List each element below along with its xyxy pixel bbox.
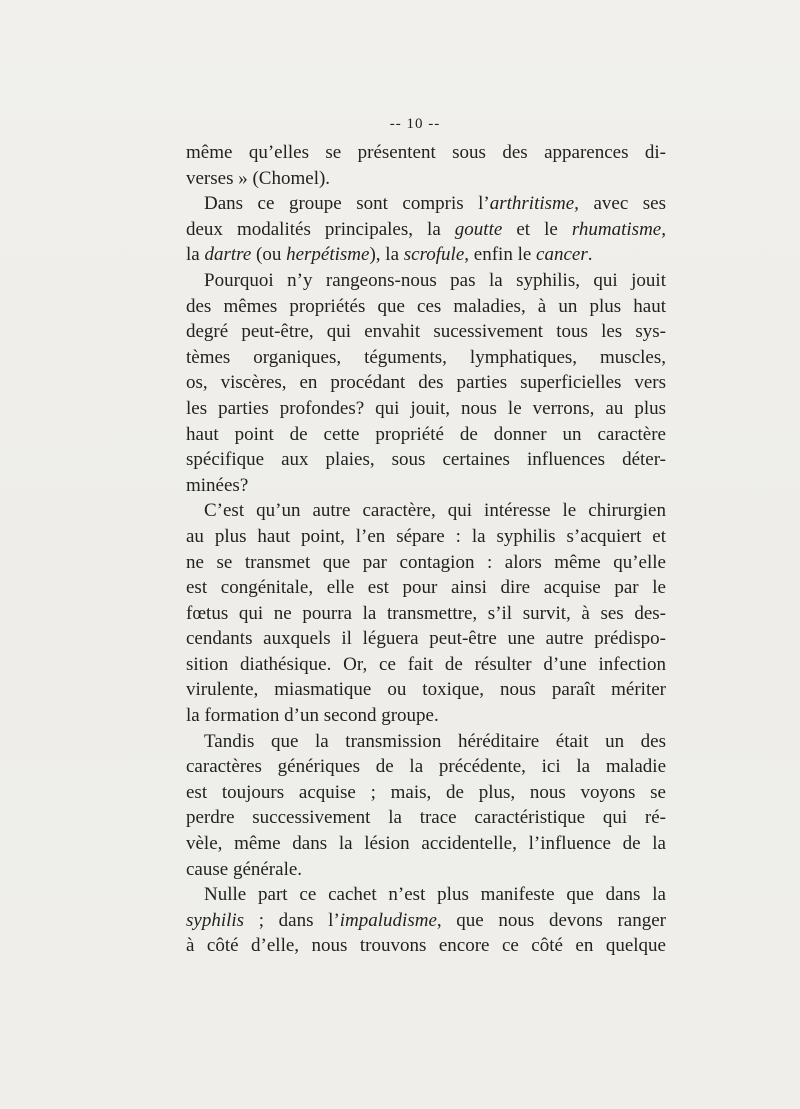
text-line [186, 626, 666, 652]
text-run: perdre successivement la trace caractéristique qui ré- [186, 807, 666, 829]
text-run: la formation d’un second groupe. [186, 705, 439, 727]
italic-term: rhumatisme, [571, 218, 666, 240]
text-run: avec ses [578, 193, 666, 215]
text-run: sition diathésique. Or, ce fait de résulter d’une infection [186, 653, 666, 675]
text-line [186, 857, 666, 883]
text-line [186, 729, 666, 755]
text-line [186, 933, 666, 959]
text-line [186, 268, 666, 294]
italic-term: herpétisme [286, 244, 370, 266]
text-line [186, 882, 666, 908]
text-run: est congénitale, elle est pour ainsi dire acquise par le [186, 577, 666, 599]
text-line [186, 447, 666, 473]
text-line [186, 652, 666, 678]
text-run: fœtus qui ne pourra la transmettre, s’il survit, à ses des- [186, 602, 666, 624]
text-run: est toujours acquise ; mais, de plus, nous voyons se [186, 781, 666, 803]
text-line [186, 140, 666, 166]
text-run: caractères génériques de la précédente, ici la maladie [186, 756, 666, 778]
text-line [186, 908, 666, 934]
italic-term: goutte [454, 218, 503, 240]
text-run: C’est qu’un autre caractère, qui intéresse le chirurgien [204, 500, 666, 522]
text-run: et le [502, 218, 572, 240]
text-line [186, 805, 666, 831]
text-run: tèmes organiques, téguments, lymphatiques, muscles, [186, 346, 666, 368]
page-number: -- 10 -- [389, 116, 441, 132]
text-line [186, 217, 666, 243]
text-line [186, 319, 666, 345]
text-run: les parties profondes? qui jouit, nous le verrons, au plus [186, 397, 666, 419]
text-run: . [587, 244, 593, 266]
text-line [186, 396, 666, 422]
text-line [186, 166, 666, 192]
text-run: degré peut-être, qui envahit sucessivement tous les sys- [186, 321, 666, 343]
text-run: ne se transmet que par contagion : alors même qu’elle [186, 551, 666, 573]
text-run: haut point de cette propriété de donner un caractère [186, 423, 666, 445]
text-run: virulente, miasmatique ou toxique, nous paraît mériter [186, 679, 666, 701]
text-line [186, 498, 666, 524]
text-run: ; dans l’ [244, 909, 340, 931]
text-line [186, 191, 666, 217]
text-run: vèle, même dans la lésion accidentelle, l’influence de la [186, 833, 666, 855]
text-line [186, 754, 666, 780]
text-line [186, 831, 666, 857]
italic-term: syphilis [186, 909, 245, 931]
text-line [186, 422, 666, 448]
text-line [186, 242, 666, 268]
text-run: des mêmes propriétés que ces maladies, à un plus haut [186, 295, 666, 317]
text-run: au plus haut point, l’en sépare : la syphilis s’acquiert et [186, 525, 666, 547]
italic-term: cancer [536, 244, 588, 266]
text-run: os, viscères, en procédant des parties superficielles vers [186, 372, 666, 394]
text-run: (ou [251, 244, 287, 266]
text-line [186, 780, 666, 806]
text-run: ), la [369, 244, 404, 266]
text-line [186, 601, 666, 627]
text-line [186, 575, 666, 601]
body-text [186, 140, 666, 959]
text-run: Pourquoi n’y rangeons-nous pas la syphilis, qui jouit [204, 269, 666, 291]
text-run: verses » (Chomel). [186, 167, 331, 189]
text-line [186, 677, 666, 703]
text-line [186, 370, 666, 396]
text-run: même qu’elles se présentent sous des apparences di- [186, 142, 666, 163]
text-run: la [186, 244, 205, 266]
text-run: cendants auxquels il léguera peut-être une autre prédispo- [186, 628, 666, 650]
text-line [186, 703, 666, 729]
italic-term: scrofule [403, 244, 465, 266]
text-run: deux modalités principales, la [186, 218, 455, 240]
text-line [186, 524, 666, 550]
italic-term: dartre [204, 244, 252, 266]
text-line [186, 550, 666, 576]
text-run: Dans ce groupe sont compris l’ [204, 193, 490, 215]
text-run: minées? [186, 474, 249, 496]
text-run: , enfin le [464, 244, 537, 266]
text-run: , que nous devons ranger [436, 909, 666, 931]
text-line [186, 473, 666, 499]
text-run: spécifique aux plaies, sous certaines influences déter- [186, 449, 666, 471]
text-line [186, 345, 666, 371]
text-run: Tandis que la transmission héréditaire était un des [204, 730, 666, 752]
text-run: Nulle part ce cachet n’est plus manifeste que dans la [204, 884, 666, 906]
italic-term: impaludisme [339, 909, 437, 931]
text-run: cause générale. [186, 858, 303, 880]
italic-term: arthritisme, [489, 193, 579, 215]
text-run: à côté d’elle, nous trouvons encore ce côté en quelque [186, 935, 666, 957]
text-line [186, 294, 666, 320]
